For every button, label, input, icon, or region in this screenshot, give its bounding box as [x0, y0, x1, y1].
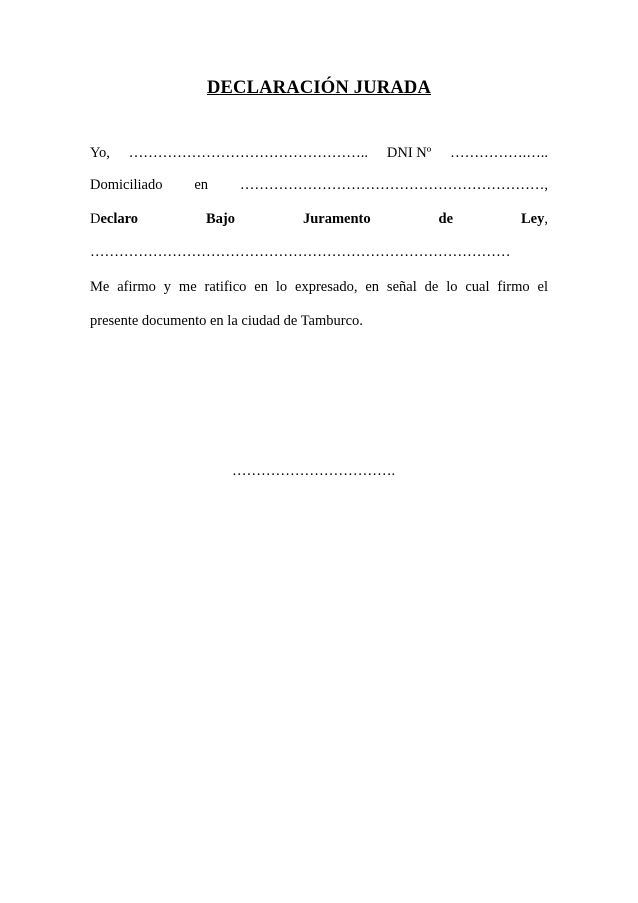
yo-label: Yo, — [90, 145, 110, 161]
declaro-word: Declaro — [90, 211, 139, 227]
paragraph-line-2: presente documento en la ciudad de Tamburco. — [90, 313, 363, 329]
de-word: de — [438, 211, 454, 227]
name-dni-line — [90, 144, 548, 162]
domiciliado-label: Domiciliado — [90, 177, 163, 193]
paragraph-text-1: Me afirmo y me ratifico en lo expresado, en señal de lo cual firmo el — [90, 279, 548, 295]
declaration-blank-line: …………………………………………………………………………… — [90, 244, 511, 260]
dni-label: DNI Nº — [386, 145, 432, 161]
en-label: en — [194, 177, 209, 193]
dni-blank: …………….….. — [450, 145, 548, 161]
bajo-word: Bajo — [206, 211, 235, 227]
declaration-line — [90, 210, 548, 228]
paragraph-line-1 — [90, 278, 548, 296]
ley-word: Ley, — [520, 211, 548, 227]
address-blank: ………………………………………………………, — [239, 177, 548, 193]
signature-line: ……………………………. — [232, 463, 396, 479]
document-title: DECLARACIÓN JURADA — [206, 78, 432, 98]
name-blank: ………………………………………….. — [128, 145, 369, 161]
juramento-word: Juramento — [302, 211, 371, 227]
domicile-line — [90, 176, 548, 194]
